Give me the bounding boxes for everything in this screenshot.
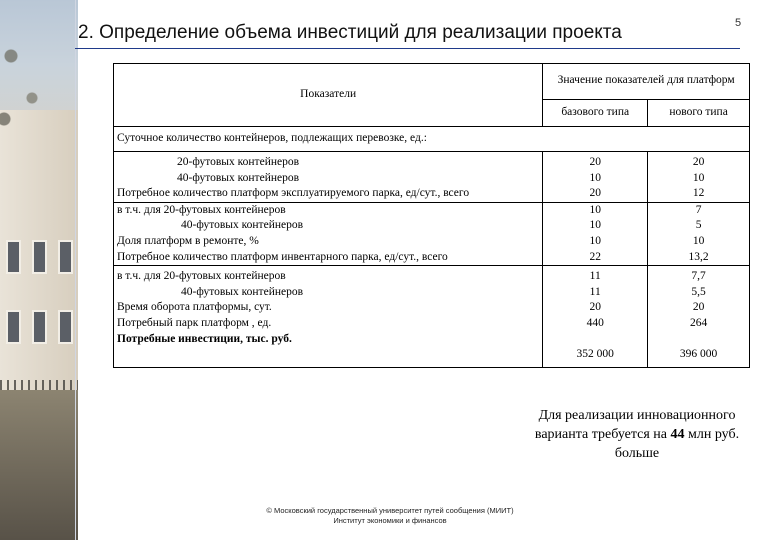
row6-basic: 10 bbox=[589, 234, 601, 247]
row10-new: 20 bbox=[692, 301, 705, 314]
row12-label: Потребные инвестиции, тыс. руб. bbox=[117, 332, 292, 345]
building-photo bbox=[0, 0, 78, 540]
header-indicators: Показатели bbox=[114, 64, 543, 127]
row8-new: 7,7 bbox=[691, 270, 706, 283]
conclusion-note bbox=[512, 406, 762, 463]
row2-basic: 10 bbox=[589, 171, 601, 184]
table-row-label bbox=[114, 202, 543, 265]
row9-basic: 11 bbox=[589, 285, 601, 298]
row10-label: Время оборота платформы, сут. bbox=[117, 301, 272, 314]
row1-label: 20-футовых контейнеров bbox=[177, 156, 300, 168]
title-underline bbox=[75, 48, 740, 49]
row5-label: 40-футовых контейнеров bbox=[181, 219, 304, 232]
window bbox=[32, 310, 47, 344]
row2-new: 10 bbox=[692, 171, 705, 184]
row10-basic: 20 bbox=[589, 301, 601, 314]
table-cell-new bbox=[648, 152, 750, 203]
footer bbox=[230, 506, 550, 526]
row12-new: 396 000 bbox=[679, 347, 718, 360]
table-row-label bbox=[114, 266, 543, 368]
window bbox=[58, 310, 73, 344]
row8-basic: 11 bbox=[589, 270, 601, 283]
row3-label: Потребное количество платформ эксплуатируемого парка, ед/сут., всего bbox=[117, 187, 470, 200]
row9-label: 40-футовых контейнеров bbox=[181, 285, 304, 298]
note-part1: Для реализации инновационного варианта требуется на bbox=[534, 408, 736, 442]
table-cell-new bbox=[648, 202, 750, 265]
table-cell-basic bbox=[543, 266, 648, 368]
table-row-label bbox=[114, 152, 543, 203]
window bbox=[6, 310, 21, 344]
spacer bbox=[546, 332, 644, 347]
row3-new: 12 bbox=[692, 187, 705, 200]
footer-university: © Московский государственный университет путей сообщения (МИИТ) bbox=[266, 506, 514, 515]
header-new: нового типа bbox=[648, 99, 750, 126]
row5-basic: 10 bbox=[589, 219, 601, 232]
table-cell-basic bbox=[543, 202, 648, 265]
row5-new: 5 bbox=[695, 219, 702, 232]
tree-branches bbox=[0, 0, 60, 140]
header-values: Значение показателей для платформ bbox=[543, 64, 750, 100]
note-part2: млн руб. больше bbox=[614, 427, 740, 461]
section-title: Суточное количество контейнеров, подлежащих перевозке, ед.: bbox=[114, 127, 750, 152]
row7-label: Потребное количество платформ инвентарного парка, ед/сут., всего bbox=[117, 250, 448, 263]
left-divider bbox=[75, 0, 76, 540]
row4-label: в т.ч. для 20-футовых контейнеров bbox=[117, 203, 286, 216]
header-basic: базового типа bbox=[543, 99, 648, 126]
row2-label: 40-футовых контейнеров bbox=[177, 171, 300, 184]
row11-new: 264 bbox=[689, 316, 708, 329]
window bbox=[58, 240, 73, 274]
row4-new: 7 bbox=[695, 203, 702, 216]
spacer bbox=[117, 347, 539, 367]
row3-basic: 20 bbox=[589, 187, 601, 200]
table-cell-basic bbox=[543, 152, 648, 203]
ground bbox=[0, 390, 78, 540]
row6-new: 10 bbox=[692, 234, 705, 247]
window bbox=[32, 240, 47, 274]
page-number: 5 bbox=[735, 17, 742, 29]
row11-basic: 440 bbox=[586, 316, 604, 329]
row6-label: Доля платформ в ремонте, % bbox=[117, 234, 259, 247]
row1-new: 20 bbox=[692, 156, 705, 168]
row11-label: Потребный парк платформ , ед. bbox=[117, 316, 272, 329]
row1-basic: 20 bbox=[589, 156, 601, 168]
footer-institute: Институт экономики и финансов bbox=[333, 516, 447, 525]
row12-basic: 352 000 bbox=[576, 347, 614, 360]
row8-label: в т.ч. для 20-футовых контейнеров bbox=[117, 270, 286, 283]
slide-title: 2. Определение объема инвестиций для реализации проекта bbox=[78, 22, 622, 43]
spacer bbox=[651, 332, 746, 347]
row9-new: 5,5 bbox=[691, 285, 706, 298]
row7-new: 13,2 bbox=[688, 250, 709, 263]
row7-basic: 22 bbox=[589, 250, 601, 263]
note-amount: 44 bbox=[670, 427, 685, 442]
row4-basic: 10 bbox=[589, 203, 601, 216]
window bbox=[6, 240, 21, 274]
table-cell-new bbox=[648, 266, 750, 368]
investment-table bbox=[113, 63, 750, 368]
